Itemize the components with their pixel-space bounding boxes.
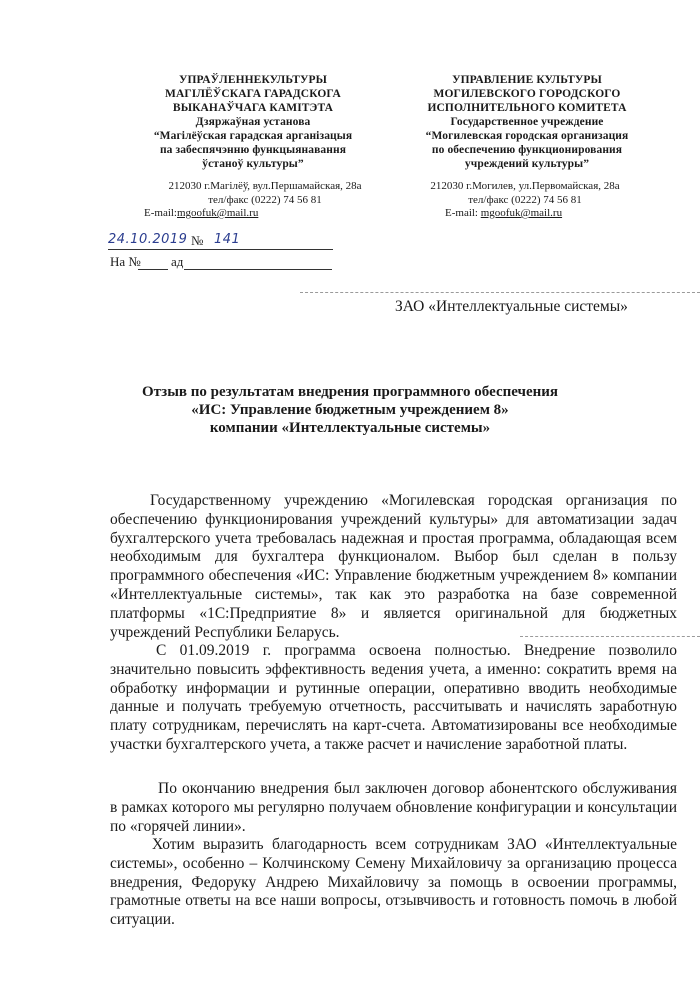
date-underline bbox=[108, 249, 333, 250]
email: mgoofuk@mail.ru bbox=[177, 207, 259, 219]
phone: тел/факс (0222) 74 56 81 bbox=[208, 193, 322, 206]
org-line: МАГІЛЁЎСКАГА ГАРАДСКОГА bbox=[165, 88, 341, 100]
address: 212030 г.Магілёў, вул.Першамайская, 28а bbox=[168, 180, 362, 192]
title-line: Отзыв по результатам внедрения программного обеспечения bbox=[141, 384, 559, 400]
letterhead-belarusian bbox=[118, 73, 388, 171]
org-line: Государственное учреждение bbox=[450, 116, 604, 128]
org-line: УПРАВЛЕНИЕ КУЛЬТУРЫ bbox=[452, 74, 602, 86]
address-block-russian bbox=[405, 180, 645, 221]
number-label: № bbox=[191, 233, 204, 248]
body-paragraph: Государственному учреждению «Могилевская городская организация по обеспечению функционирования учреждений культуры» для автоматизации задач бухгалтерского учета требовалась надежная и простая программа, обладающая всем необходимым для бухгалтера функционалом. Выбор был сделан в пользу программного обеспечения «ИС: Управление бюджетным учреждением 8» компании «Интеллектуальные системы», так как это разработка на базе современной платформы «1С:Предприятие 8» и является оригинальной для бюджетных учреждений Республики Беларусь. bbox=[110, 492, 677, 641]
reply-number-underline bbox=[138, 269, 168, 270]
org-line: “Магілёўская гарадская арганізацыя bbox=[153, 130, 353, 142]
reply-date-underline bbox=[184, 269, 332, 270]
org-line: МОГИЛЕВСКОГО ГОРОДСКОГО bbox=[433, 88, 621, 100]
address-block-belarusian bbox=[140, 180, 390, 221]
letterhead-russian bbox=[392, 73, 662, 171]
fold-line bbox=[300, 292, 700, 293]
email-label: E-mail: bbox=[445, 207, 478, 219]
email: mgoofuk@mail.ru bbox=[480, 207, 563, 219]
org-line: учреждений культуры” bbox=[464, 158, 590, 170]
body-paragraph: Хотим выразить благодарность всем сотрудникам ЗАО «Интеллектуальные системы», особенно – Колчинскому Семену Михайловичу за организацию процесса внедрения, Федоруку Андрею Михайловичу за помощь в освоении программы, грамотные ответы на все наши вопросы, отзывчивость и готовность помочь в любой ситуации. bbox=[110, 836, 677, 929]
org-line: ўстаноў культуры” bbox=[202, 158, 304, 170]
reply-label: На № bbox=[110, 254, 141, 269]
email-label: E-mail: bbox=[144, 207, 177, 219]
org-line: ВЫКАНАЎЧАГА КАМІТЭТА bbox=[172, 102, 334, 114]
org-line: “Могилевская городская организация bbox=[425, 130, 629, 142]
phone: тел/факс (0222) 74 56 81 bbox=[468, 193, 582, 206]
body-paragraph: По окончанию внедрения был заключен договор абонентского обслуживания в рамках которого мы регулярно получаем обновление конфигурации и консультации по «горячей линии». bbox=[110, 780, 677, 835]
document-title bbox=[0, 383, 700, 437]
body-paragraph: С 01.09.2019 г. программа освоена полностью. Внедрение позволило значительно повысить эффективность ведения учета, а именно: сократить время на обработку информации и рутинные операции, оперативно вводить необходимые данные и получать требуемую отчетность, рассчитывать и начислять заработную плату сотрудникам, перечислять на карт-счета. Автоматизированы все необходимые участки бухгалтерского учета, а также расчет и начисление заработной платы. bbox=[110, 642, 677, 753]
org-line: по обеспечению функционирования bbox=[431, 144, 623, 156]
org-line: УПРАЎЛЕННЕКУЛЬТУРЫ bbox=[178, 74, 328, 86]
fold-line bbox=[520, 636, 700, 637]
handwritten-date: 24.10.2019 bbox=[108, 232, 188, 247]
recipient: ЗАО «Интеллектуальные системы» bbox=[395, 298, 628, 315]
outgoing-number-row bbox=[108, 232, 338, 250]
org-line: Дзяржаўная установа bbox=[195, 116, 311, 128]
address: 212030 г.Могилев, ул.Первомайская, 28а bbox=[430, 180, 620, 192]
reply-from-label: ад bbox=[171, 254, 184, 269]
title-line: компании «Интеллектуальные системы» bbox=[209, 420, 491, 436]
org-line: па забеспячэнню функцыянавання bbox=[159, 144, 347, 156]
handwritten-number: 141 bbox=[214, 232, 241, 247]
title-line: «ИС: Управление бюджетным учреждением 8» bbox=[191, 402, 509, 418]
email-line bbox=[140, 207, 390, 221]
org-line: ИСПОЛНИТЕЛЬНОГО КОМИТЕТА bbox=[427, 102, 627, 114]
email-line bbox=[405, 207, 645, 221]
